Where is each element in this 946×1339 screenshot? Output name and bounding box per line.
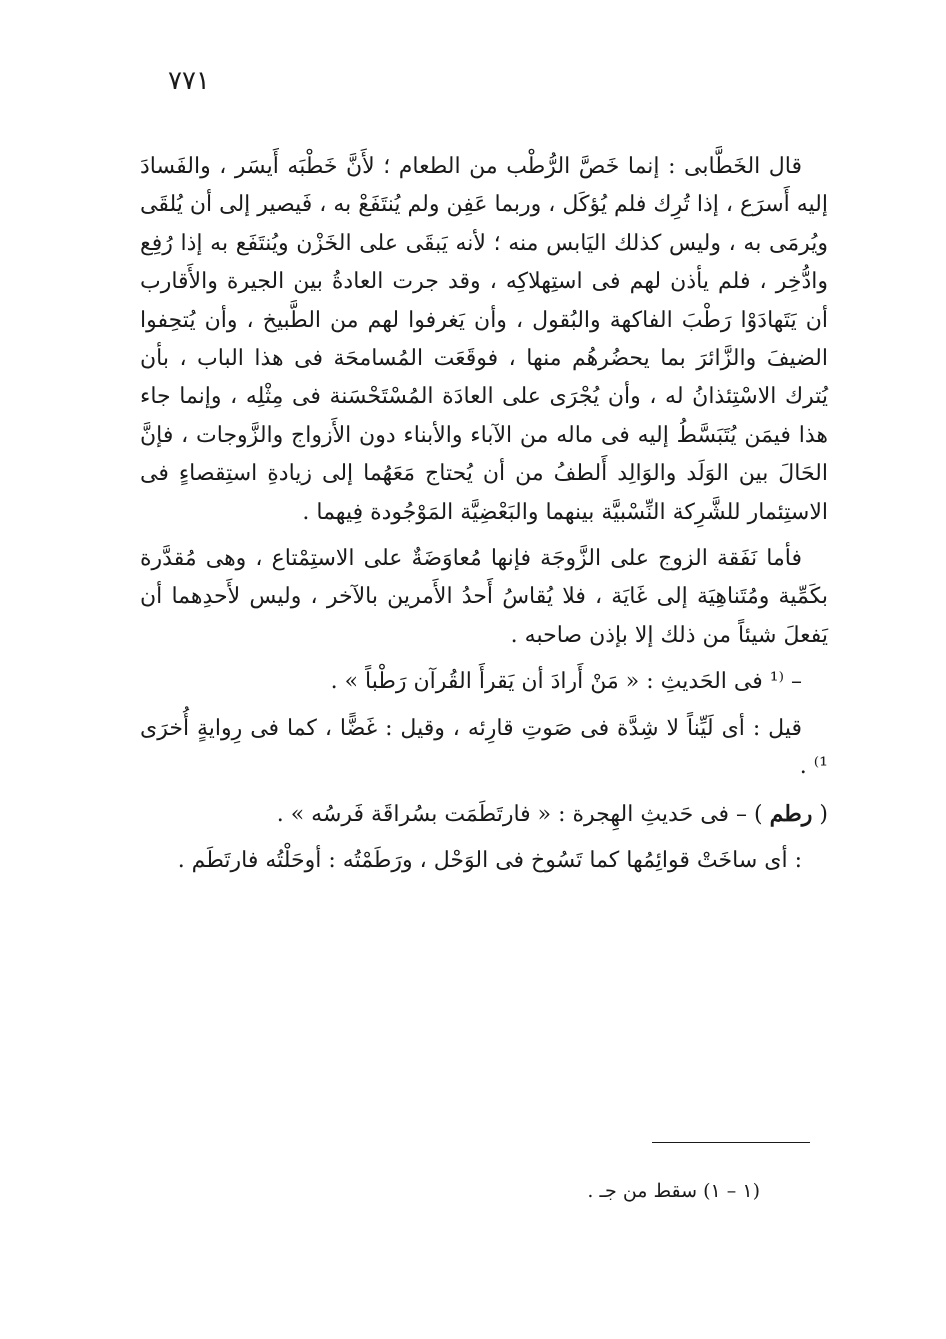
entry-ratm [140,795,828,834]
page-number: ٧٧١ [168,66,210,96]
paragraph-hadith-ratban: – ⁽¹ فى الحَديثِ : « مَنْ أَرادَ أن يَقرأَ القُرآن رَطْباً » . [330,669,802,695]
entry-open-paren: ( [819,801,828,827]
entry-text: ) – فى حَديثِ الهِجرة : « فارتَطَمَت بسُراقَة فَرسُه » . [276,801,763,827]
paragraph-nafaqa: فأما نَفَقة الزوج على الزَّوجَة فإنها مُعاوَضَةٌ على الاستِمْتاع ، وهى مُقدَّرة بكَمِّية ومُتَناهِيَة إلى غَايَة ، فلا يُقاسُ أَحدُ الأَمرين بالآخر ، وليس لأَحدِهما أن يَفعلَ شيئاً من ذلك إلا بإذن صاحبه . [140,546,828,648]
paragraph-explanation: قيل : أى لَيِّناً لا شِدَّة فى صَوتِ قارِئه ، وقيل : غَضًّا ، كما فى رِوايةٍ أُخرَى ¹⁾ . [140,715,828,780]
entry-headword: رطم [769,800,813,827]
footnote-divider [652,1142,810,1143]
footnote: (١ – ١) سقط من جـ . [587,1180,760,1202]
paragraph-gloss: : أى ساخَتْ قوائِمُها كما تَسُوخ فى الوَحْل ، ورَطَمْتُه : أوحَلْتُه فارتَطَم . [177,847,802,873]
paragraph-khattabi: قال الخَطَّابى : إنما خَصَّ الرُّطْب من الطعام ؛ لأَنَّ خَطْبَه أَيسَر ، والفَسادَ إليه أَسرَع ، إذا تُرِك فلم يُؤكَل ، وربما عَفِن ولم يُنتَفَعْ به ، فَيصير إلى أن يُلقَى ويُرمَى به ، وليس كذلك اليَابس منه ؛ لأنه يَبقَى على الخَزْن ويُنتَفَع به إذا رُفِع وادُّخِر ، فلم يأذن لهم فى استِهلاكِه ، وقد جرت العادةُ بين الجيرة والأَقارب أن يَتَهادَوْا رَطْبَ الفاكهة والبُقول ، وأن يَغرفوا لهم من الطَّبيخ ، وأن يُتحِفوا الضيفَ والزَّائرَ بما يحضُرهُم منها ، فوقَعَت المُسامحَة فى هذا الباب ، بأن يُترك الاسْتِئذانُ له ، وأن يُجْرَى على العادَة المُسْتَحْسَنة فى مِثْلِه ، وإنما جاء هذا فيمَن يُتَبَسَّطُ إليه فى ماله من الآباء والأبناء دون الأَزواج والزَّوجات ، فإنَّ الحَالَ بين الوَلَد والوَالِد أَلطفُ من أن يُحتاج مَعَهُما إلى زيادةِ استِقصاءٍ فى الاستِئمار للشَّرِكة النِّسْبيَّة بينهما والبَعْضِيَّة المَوْجُودة فِيهما . [140,154,828,525]
page-body [140,148,828,880]
